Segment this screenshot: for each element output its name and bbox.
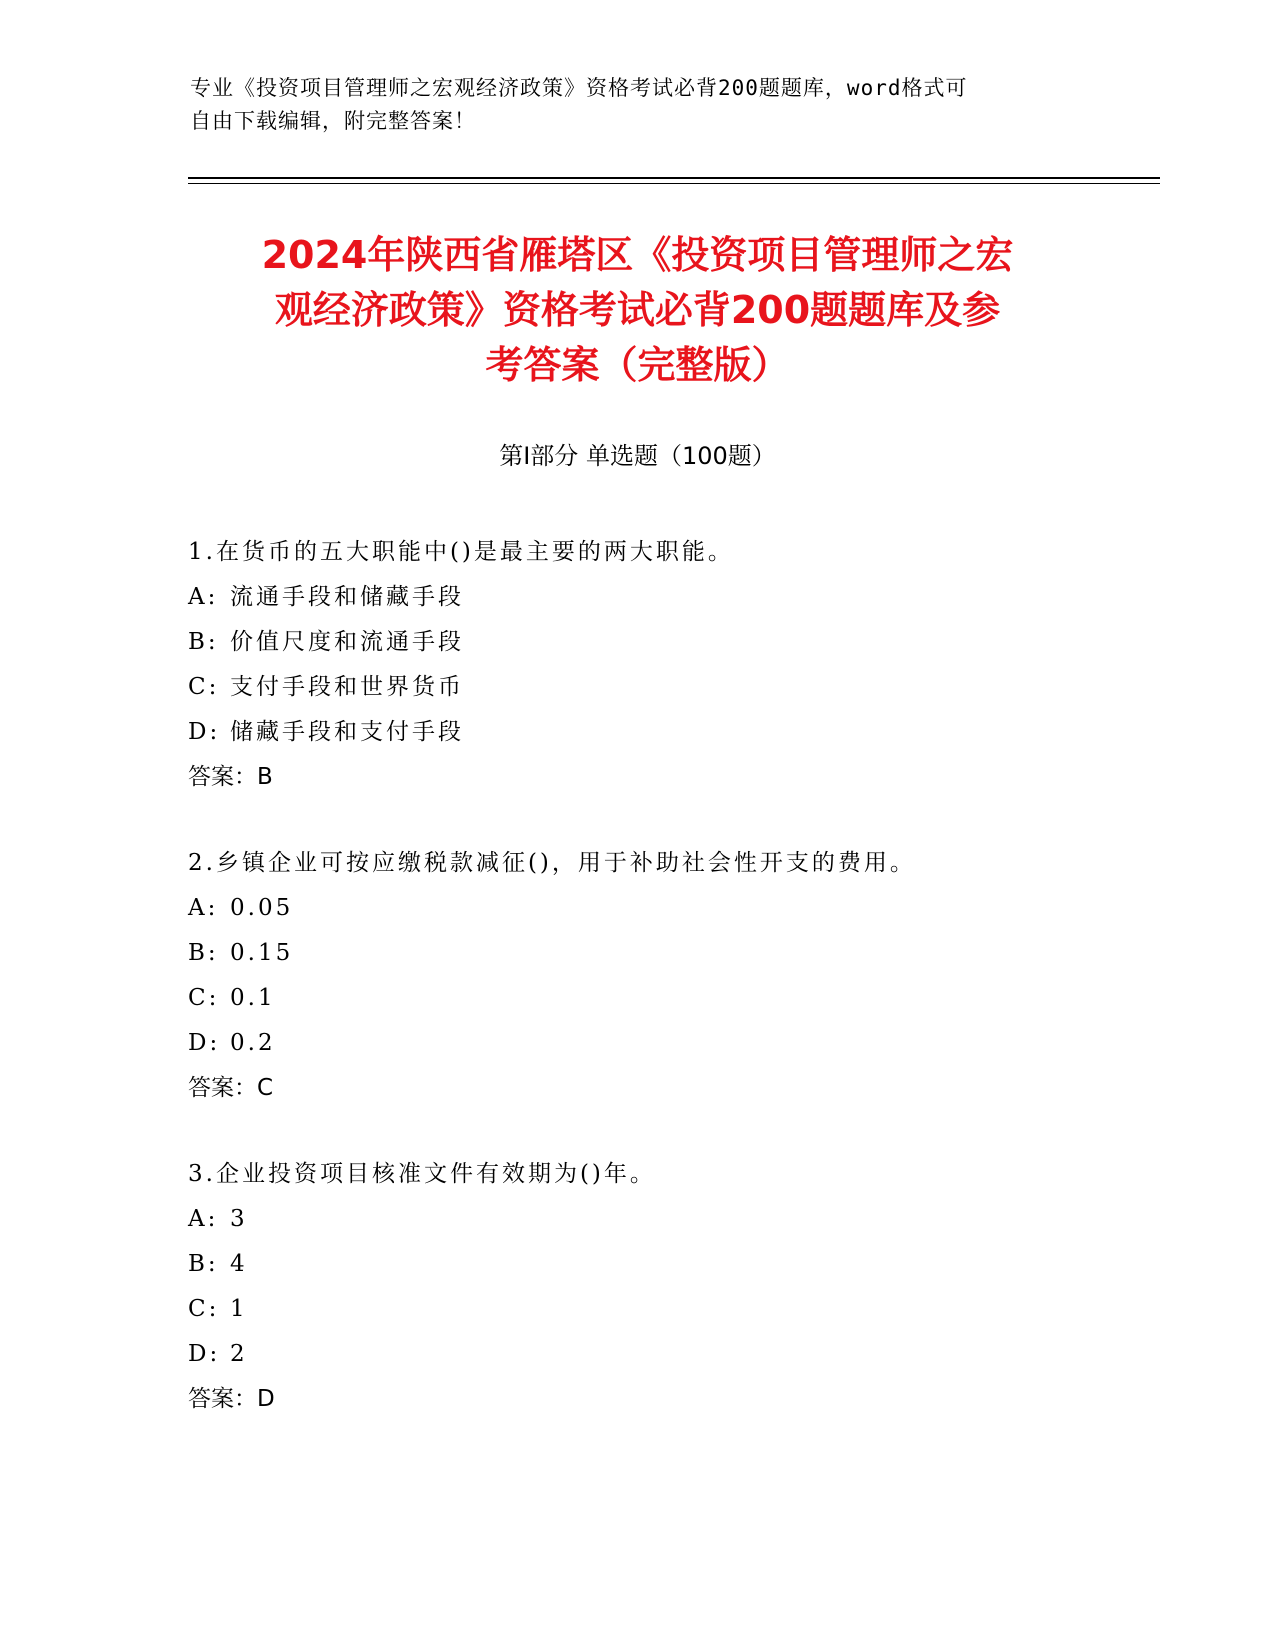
option-text: 支付手段和世界货币 — [230, 674, 464, 700]
option-letter: A: — [188, 895, 219, 921]
option-text: 0.1 — [230, 985, 276, 1011]
option-letter: A: — [188, 584, 219, 610]
option-c — [188, 1287, 1148, 1332]
option-letter: D: — [188, 1341, 221, 1367]
question-stem: 2.乡镇企业可按应缴税款减征()，用于补助社会性开支的费用。 — [188, 850, 916, 876]
question-list — [188, 530, 1148, 1463]
question-3 — [188, 1152, 1148, 1422]
option-letter: D: — [188, 1030, 221, 1056]
option-text: 储藏手段和支付手段 — [230, 719, 464, 745]
option-letter: C: — [188, 1296, 220, 1322]
option-letter: B: — [188, 940, 219, 966]
option-b — [188, 931, 1148, 976]
header-note — [190, 72, 1090, 138]
answer-line: 答案：B — [188, 764, 273, 790]
option-letter: B: — [188, 629, 219, 655]
option-c — [188, 976, 1148, 1021]
question-stem: 3.企业投资项目核准文件有效期为()年。 — [188, 1161, 656, 1187]
option-letter: C: — [188, 674, 220, 700]
option-letter: B: — [188, 1251, 219, 1277]
option-d — [188, 1021, 1148, 1066]
option-c — [188, 665, 1148, 710]
option-letter: C: — [188, 985, 220, 1011]
section-heading: 第Ⅰ部分 单选题（100题） — [499, 442, 776, 470]
header-note-line-2: 自由下载编辑，附完整答案！ — [190, 109, 476, 133]
option-b — [188, 620, 1148, 665]
document-title-line-1: 2024年陕西省雁塔区《投资项目管理师之宏 — [261, 233, 1014, 277]
option-text: 4 — [230, 1251, 248, 1277]
option-text: 2 — [230, 1341, 248, 1367]
option-letter: D: — [188, 719, 221, 745]
option-text: 0.05 — [230, 895, 294, 921]
question-stem: 1.在货币的五大职能中()是最主要的两大职能。 — [188, 539, 734, 565]
option-a — [188, 575, 1148, 620]
option-d — [188, 710, 1148, 755]
question-2 — [188, 841, 1148, 1111]
header-note-line-1: 专业《投资项目管理师之宏观经济政策》资格考试必背200题题库，word格式可 — [190, 76, 968, 100]
option-text: 3 — [230, 1206, 248, 1232]
answer-line: 答案：D — [188, 1386, 275, 1412]
option-b — [188, 1242, 1148, 1287]
header-divider-thick — [188, 177, 1160, 179]
document-title-line-2: 观经济政策》资格考试必背200题题库及参 — [274, 288, 1001, 332]
option-text: 1 — [230, 1296, 248, 1322]
option-a — [188, 1197, 1148, 1242]
option-text: 0.15 — [230, 940, 294, 966]
answer-line: 答案：C — [188, 1075, 274, 1101]
option-a — [188, 886, 1148, 931]
document-title-line-3: 考答案（完整版） — [485, 343, 790, 387]
option-text: 0.2 — [230, 1030, 276, 1056]
question-1 — [188, 530, 1148, 800]
header-divider-thin — [188, 183, 1160, 184]
option-letter: A: — [188, 1206, 219, 1232]
document-title — [180, 228, 1095, 393]
option-text: 流通手段和储藏手段 — [230, 584, 464, 610]
option-text: 价值尺度和流通手段 — [230, 629, 464, 655]
option-d — [188, 1332, 1148, 1377]
